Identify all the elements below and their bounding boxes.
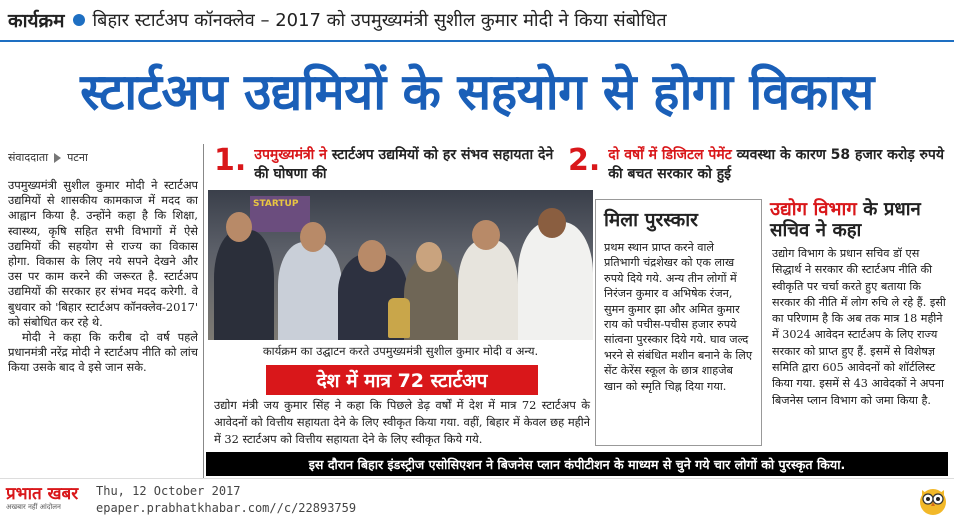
byline [8, 150, 88, 165]
right-story-title-red: उद्योग विभाग [770, 199, 857, 220]
left-column-body [8, 178, 198, 474]
column-divider [203, 144, 204, 479]
headline-text: स्टार्टअप उद्यमियों के सहयोग से होगा विकास [80, 63, 874, 121]
kicker-label: कार्यक्रम [8, 10, 65, 32]
subheading-banner: देश में मात्र 72 स्टार्टअप [266, 365, 538, 395]
point-number: 2. [568, 143, 601, 178]
point-text [608, 146, 948, 184]
photo-person [458, 240, 518, 340]
triangle-icon [54, 153, 61, 163]
photo-person [278, 242, 342, 340]
newspaper-logo[interactable] [6, 485, 88, 517]
lamp-icon [388, 298, 410, 338]
highlight-point-1 [214, 143, 564, 184]
reporter-place: पटना [67, 151, 88, 164]
owl-icon[interactable] [918, 484, 948, 516]
left-paragraph-2: मोदी ने कहा कि करीब दो वर्ष पहले प्रधानमंत्री नरेंद्र मोदी ने स्टार्टअप नीति को लांच किया उसके बाद वे इसे जान सके. [8, 330, 198, 375]
logo-tagline: अखबार नहीं आंदोलन [6, 503, 61, 511]
photo-backdrop-banner: STARTUP [250, 196, 310, 232]
right-story-title-rest: के प्रधान सचिव ने कहा [770, 199, 921, 241]
photo-person-head [538, 208, 566, 238]
point-body-text: स्टार्टअप उद्यमियों को हर संभव सहायता देने की घोषणा की [254, 147, 554, 182]
award-box [595, 199, 762, 446]
photo-caption: कार्यक्रम का उद्घाटन करते उपमुख्यमंत्री सुशील कुमार मोदी व अन्य. [262, 344, 539, 358]
highlight-point-2 [568, 143, 948, 184]
reporter-name: संवाददाता [8, 151, 49, 164]
point-number: 1. [214, 143, 247, 178]
point-red-text: उपमुख्यमंत्री ने [254, 147, 327, 163]
point-body-text: व्यवस्था के कारण 58 हजार करोड़ रुपये की बचत सरकार को हुई [608, 147, 945, 182]
bullet-dot-icon [73, 14, 85, 26]
kicker-text: बिहार स्टार्टअप कॉनक्लेव – 2017 को उपमुख्यमंत्री सुशील कुमार मोदी ने किया संबोधित [92, 10, 667, 31]
left-paragraph-1: उपमुख्यमंत्री सुशील कुमार मोदी ने स्टार्टअप उद्यमियों से शासकीय कामकाज में मदद का आह्वान किया है. उन्होंने कहा है कि शिक्षा, स्वास्थ्य, कृषि सहित सभी विभागों में ऐसे उद्यमियों की सहयोग से राज्य का विकास होगा. विकास के लिए नये सपने देखने और उस पर काम करने की जरूरत है. स्टार्टअप उद्यमियों की सरकार हर संभव मदद करेगी. वे बुधवार को 'बिहार स्टार्टअप कॉनक्लेव-2017' को संबोधित कर रहे थे. [8, 178, 198, 329]
edition-date: Thu, 12 October 2017 [96, 484, 241, 498]
logo-main: प्रभात खबर [6, 484, 79, 504]
photo-person-head [358, 240, 386, 272]
award-box-title: मिला पुरस्कार [604, 209, 698, 231]
event-photo [208, 190, 593, 340]
right-story-body: उद्योग विभाग के प्रधान सचिव डॉ एस सिद्धार्थ ने सरकार की स्टार्टअप नीति की स्वीकृति पर चर्चा करते हुए बताया कि सरकार की नीति में लोग रुचि ले रहे हैं. इसी का परिणाम है कि अब तक मात्र 18 महीने में 3024 आवेदन स्टार्टअप के लिए राज्य सरकार को प्राप्त हुए हैं. इसमें से विशेषज्ञ समिति द्वारा 605 आवेदनों को शॉर्टलिस्ट किया गया. इसमें से 43 आवेदकों ने अपना बिजनेस प्लान विभाग को जमा किया है. [772, 247, 946, 407]
award-box-text: प्रथम स्थान प्राप्त करने वाले प्रतिभागी चंद्रशेखर को एक लाख रुपये दिये गये. अन्य तीन लोगों में निरंजन कुमार व अभिषेक रंजन, सुमन कुमार झा और अमित कुमार राय को पचीस-पचीस हजार रुपये सांत्वना पुरस्कार दिये गये. घाव जल्द भरने से संबंधित मशीन बनाने के लिए सेंट केरेंस स्कूल के छात्र शाहजेब खान को स्मृति चिह्न दिया गया. [604, 241, 753, 393]
point-red-text: दो वर्षों में डिजिटल पेमेंट [608, 147, 732, 163]
photo-person-head [472, 220, 500, 250]
photo-person-head [416, 242, 442, 272]
kicker-bar [0, 0, 954, 40]
headline [0, 42, 954, 138]
point-text [254, 146, 564, 184]
epaper-link[interactable]: epaper.prabhatkhabar.com//c/22893759 [96, 501, 357, 515]
photo-person-head [300, 222, 326, 252]
photo-person [518, 222, 593, 340]
right-story-title [770, 199, 950, 241]
photo-person [214, 230, 274, 340]
bottom-strip: इस दौरान बिहार इंडस्ट्रीज एसोसिएशन ने बिजनेस प्लान कंपीटीशन के माध्यम से चुने गये चार लोगों को पुरस्कृत किया. [206, 452, 948, 476]
photo-person-head [226, 212, 252, 242]
center-story-body: उद्योग मंत्री जय कुमार सिंह ने कहा कि पिछले डेढ़ वर्षों में देश में मात्र 72 स्टार्टअप के आवेदनों को वित्तीय सहायता देने के लिए स्वीकृत किया गया. वहीं, बिहार में केवल छह महीने में 32 स्टार्टअप को वित्तीय सहायता देने के लिए स्वीकृत किये गये. [214, 398, 590, 446]
